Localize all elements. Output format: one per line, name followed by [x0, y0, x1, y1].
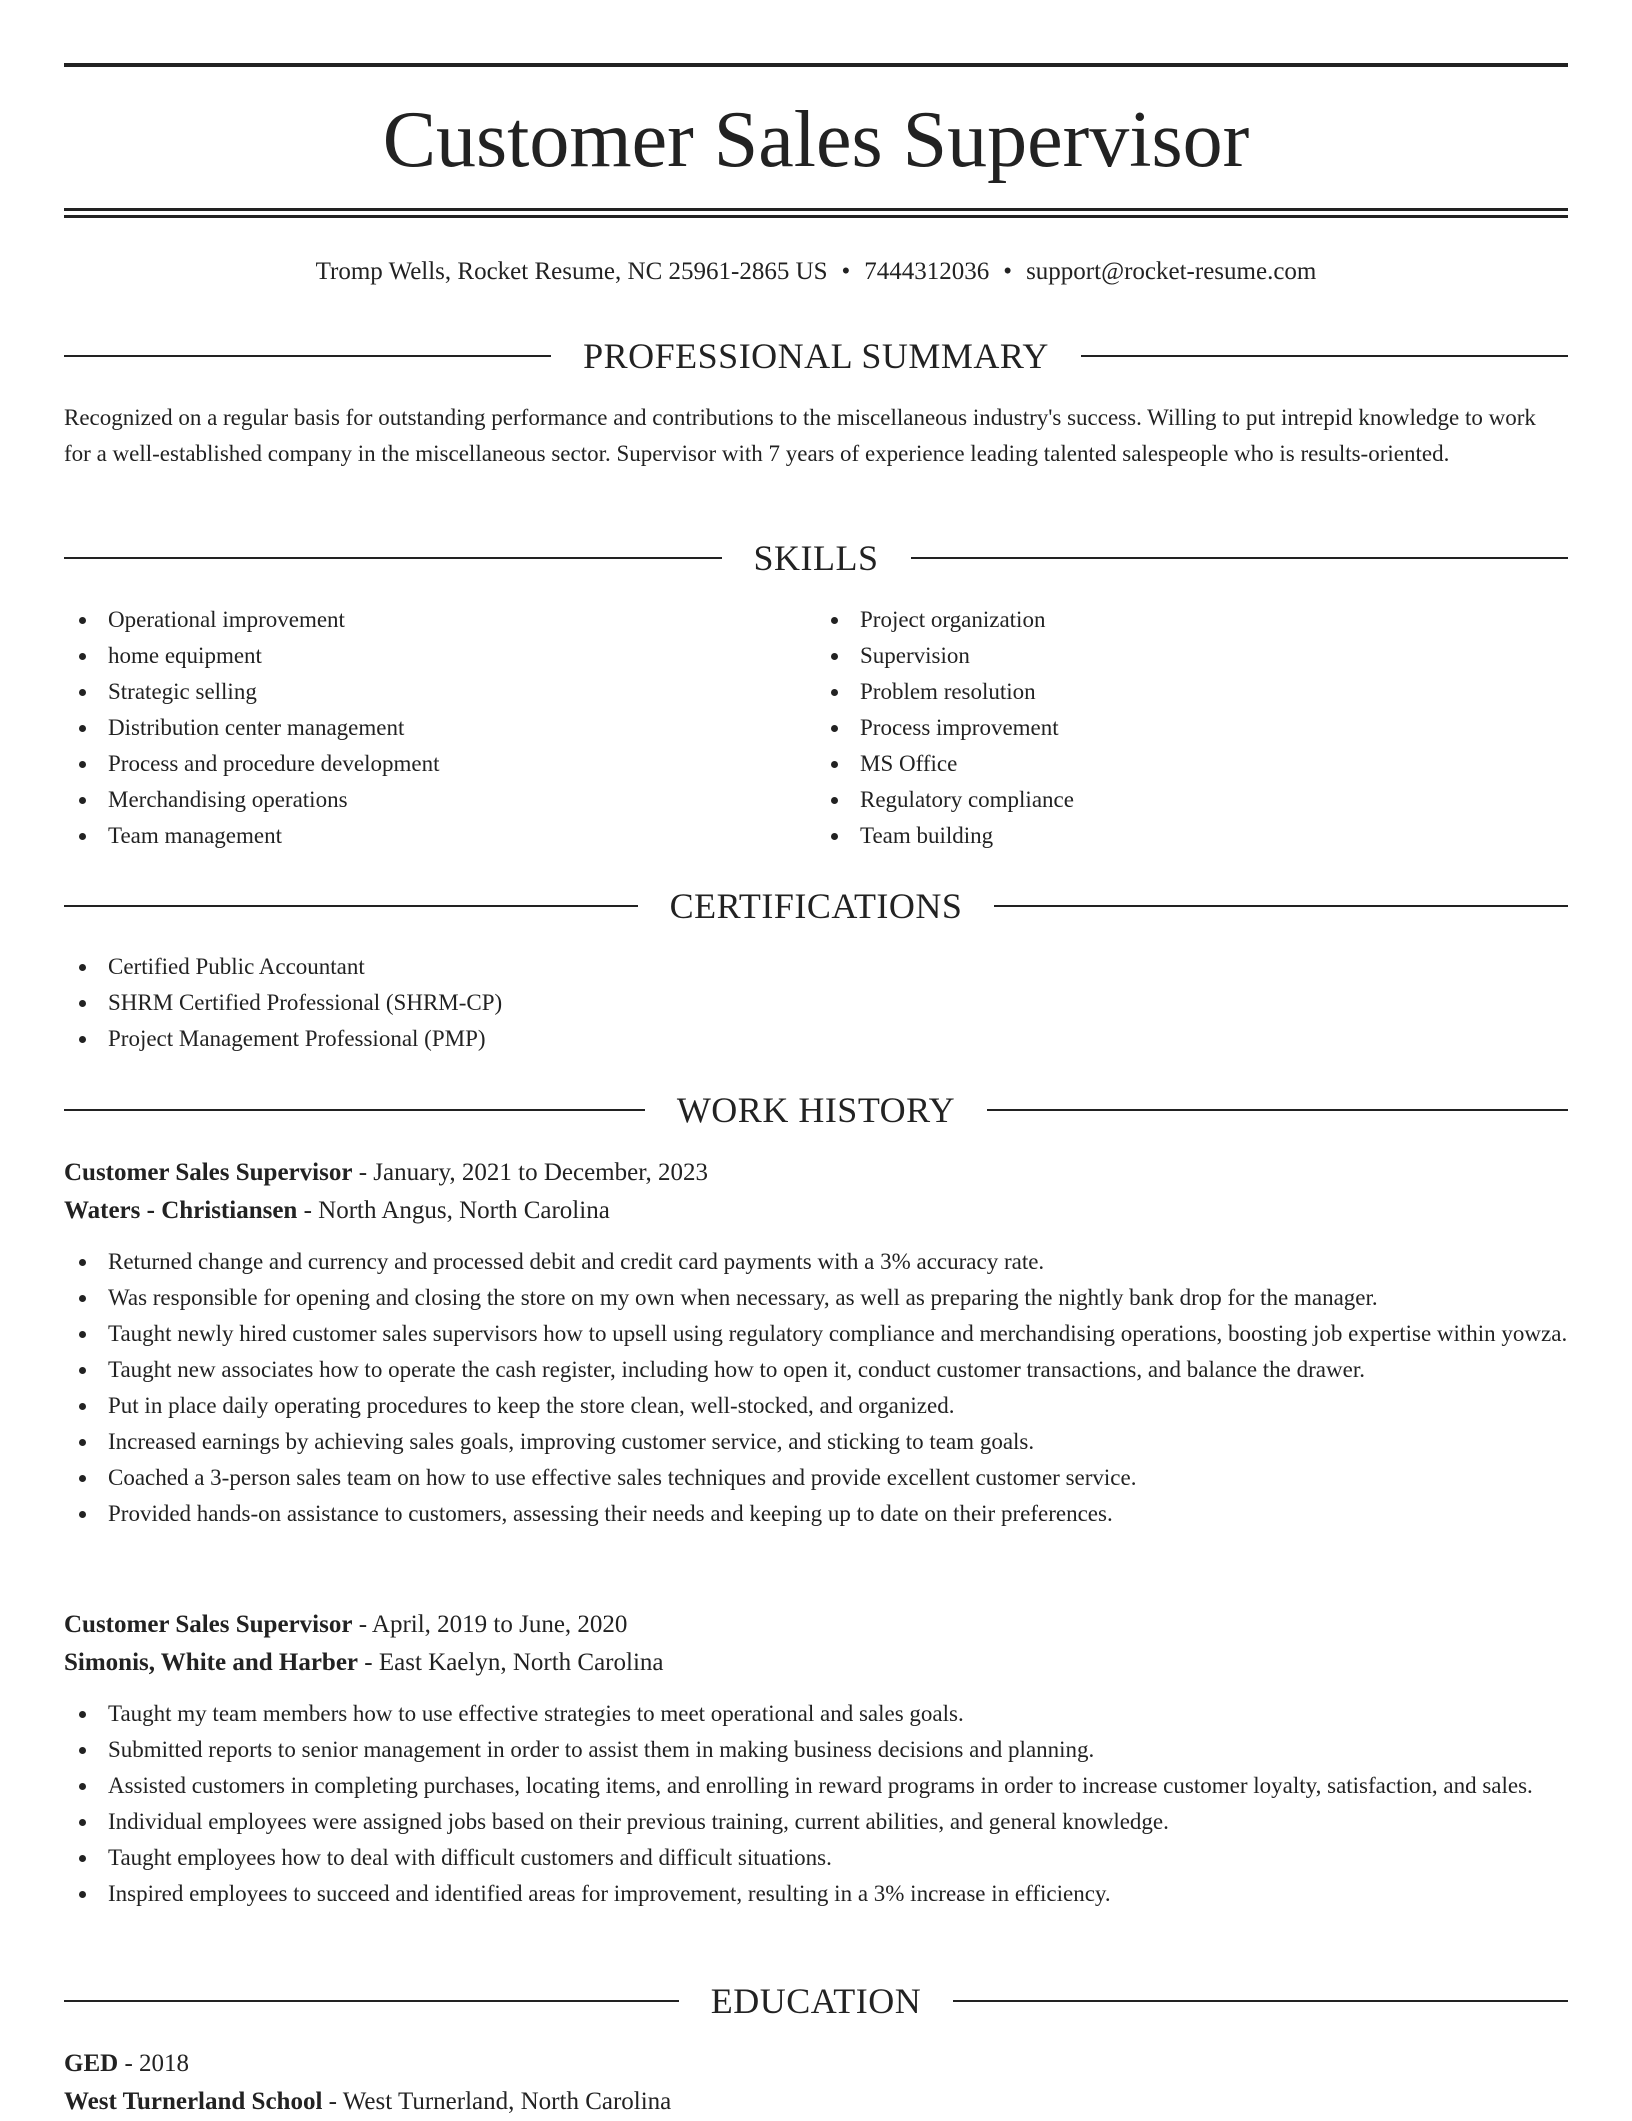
list-item: Submitted reports to senior management in order to assist them in making business decisions and planning.: [64, 1732, 1568, 1768]
list-item: Project organization: [816, 602, 1568, 638]
list-item: Taught employees how to deal with difficult customers and difficult situations.: [64, 1840, 1568, 1876]
skills-right-column: [816, 602, 1568, 854]
list-item: Merchandising operations: [64, 782, 816, 818]
education-degree: GED: [64, 2050, 119, 2077]
list-item: Process improvement: [816, 710, 1568, 746]
job-company: Waters - Christiansen: [64, 1197, 298, 1224]
list-item: Project Management Professional (PMP): [64, 1021, 1568, 1057]
education-entry: [64, 2045, 1568, 2121]
list-item: home equipment: [64, 638, 816, 674]
work-heading-text: WORK HISTORY: [676, 1090, 956, 1130]
job-title-line: [64, 1606, 1568, 1644]
job-entry: [64, 1154, 1568, 1532]
job-company-line: [64, 1644, 1568, 1682]
contact-address: Tromp Wells, Rocket Resume, NC 25961-2865 US: [315, 258, 828, 285]
certifications-heading-text: CERTIFICATIONS: [669, 886, 963, 926]
contact-email: support@rocket-resume.com: [1026, 258, 1317, 285]
list-item: MS Office: [816, 746, 1568, 782]
job-company-line: [64, 1192, 1568, 1230]
skills-heading-text: SKILLS: [753, 538, 879, 578]
list-item: Provided hands-on assistance to customers, assessing their needs and keeping up to date on their preferences.: [64, 1496, 1568, 1532]
education-heading: [64, 1979, 1568, 2023]
job-location: - East Kaelyn, North Carolina: [358, 1649, 664, 1676]
contact-line: [64, 254, 1568, 290]
list-item: Taught my team members how to use effective strategies to meet operational and sales goals.: [64, 1696, 1568, 1732]
list-item: Process and procedure development: [64, 746, 816, 782]
education-location: - West Turnerland, North Carolina: [322, 2088, 672, 2115]
job-bullets: [64, 1696, 1568, 1912]
education-heading-text: EDUCATION: [710, 1981, 922, 2021]
list-item: Taught new associates how to operate the cash register, including how to open it, conduct customer transactions, and balance the drawer.: [64, 1352, 1568, 1388]
top-rule: [64, 63, 1568, 67]
list-item: Team management: [64, 818, 816, 854]
job-role: Customer Sales Supervisor: [64, 1611, 353, 1638]
education-degree-line: [64, 2045, 1568, 2083]
summary-heading: [64, 334, 1568, 378]
list-item: Individual employees were assigned jobs based on their previous training, current abilities, and general knowledge.: [64, 1804, 1568, 1840]
contact-phone: 7444312036: [864, 258, 990, 285]
summary-text: Recognized on a regular basis for outstanding performance and contributions to the miscellaneous industry's success. Willing to put intrepid knowledge to work for a well-established company in the miscellaneous sector. Supervisor with 7 years of experience leading talented salespeople who is results-oriented.: [64, 405, 1536, 466]
list-item: Returned change and currency and processed debit and credit card payments with a 3% accuracy rate.: [64, 1244, 1568, 1280]
list-item: Distribution center management: [64, 710, 816, 746]
work-heading: [64, 1088, 1568, 1132]
job-dates: - January, 2021 to December, 2023: [352, 1159, 709, 1186]
job-title-line: [64, 1154, 1568, 1192]
job-location: - North Angus, North Carolina: [297, 1197, 610, 1224]
list-item: Team building: [816, 818, 1568, 854]
list-item: Assisted customers in completing purchases, locating items, and enrolling in reward programs in order to increase customer loyalty, satisfaction, and sales.: [64, 1768, 1568, 1804]
list-item: Supervision: [816, 638, 1568, 674]
contact-separator: •: [841, 258, 851, 285]
job-company: Simonis, White and Harber: [64, 1649, 359, 1676]
list-item: Taught newly hired customer sales supervisors how to upsell using regulatory compliance and merchandising operations, boosting job expertise within yowza.: [64, 1316, 1568, 1352]
list-item: Problem resolution: [816, 674, 1568, 710]
list-item: Was responsible for opening and closing the store on my own when necessary, as well as preparing the nightly bank drop for the manager.: [64, 1280, 1568, 1316]
job-dates: - April, 2019 to June, 2020: [352, 1611, 628, 1638]
job-bullets: [64, 1244, 1568, 1532]
resume-title: Customer Sales Supervisor: [382, 96, 1250, 184]
list-item: Certified Public Accountant: [64, 949, 1568, 985]
certifications-list: [64, 949, 1568, 1057]
skills-heading: [64, 536, 1568, 580]
list-item: Inspired employees to succeed and identified areas for improvement, resulting in a 3% increase in efficiency.: [64, 1876, 1568, 1912]
contact-separator: •: [1003, 258, 1013, 285]
title-double-rule: [64, 208, 1568, 218]
certifications-heading: [64, 884, 1568, 928]
list-item: Strategic selling: [64, 674, 816, 710]
list-item: Put in place daily operating procedures to keep the store clean, well-stocked, and organized.: [64, 1388, 1568, 1424]
skills-columns: [64, 602, 1568, 854]
education-school-line: [64, 2083, 1568, 2121]
education-school: West Turnerland School: [64, 2088, 323, 2115]
list-item: Regulatory compliance: [816, 782, 1568, 818]
education-year: - 2018: [118, 2050, 190, 2077]
list-item: Increased earnings by achieving sales goals, improving customer service, and sticking to team goals.: [64, 1424, 1568, 1460]
list-item: Operational improvement: [64, 602, 816, 638]
list-item: Coached a 3-person sales team on how to use effective sales techniques and provide excellent customer service.: [64, 1460, 1568, 1496]
summary-heading-text: PROFESSIONAL SUMMARY: [583, 336, 1049, 376]
job-role: Customer Sales Supervisor: [64, 1159, 353, 1186]
list-item: SHRM Certified Professional (SHRM-CP): [64, 985, 1568, 1021]
job-entry: [64, 1606, 1568, 1912]
skills-left-column: [64, 602, 816, 854]
